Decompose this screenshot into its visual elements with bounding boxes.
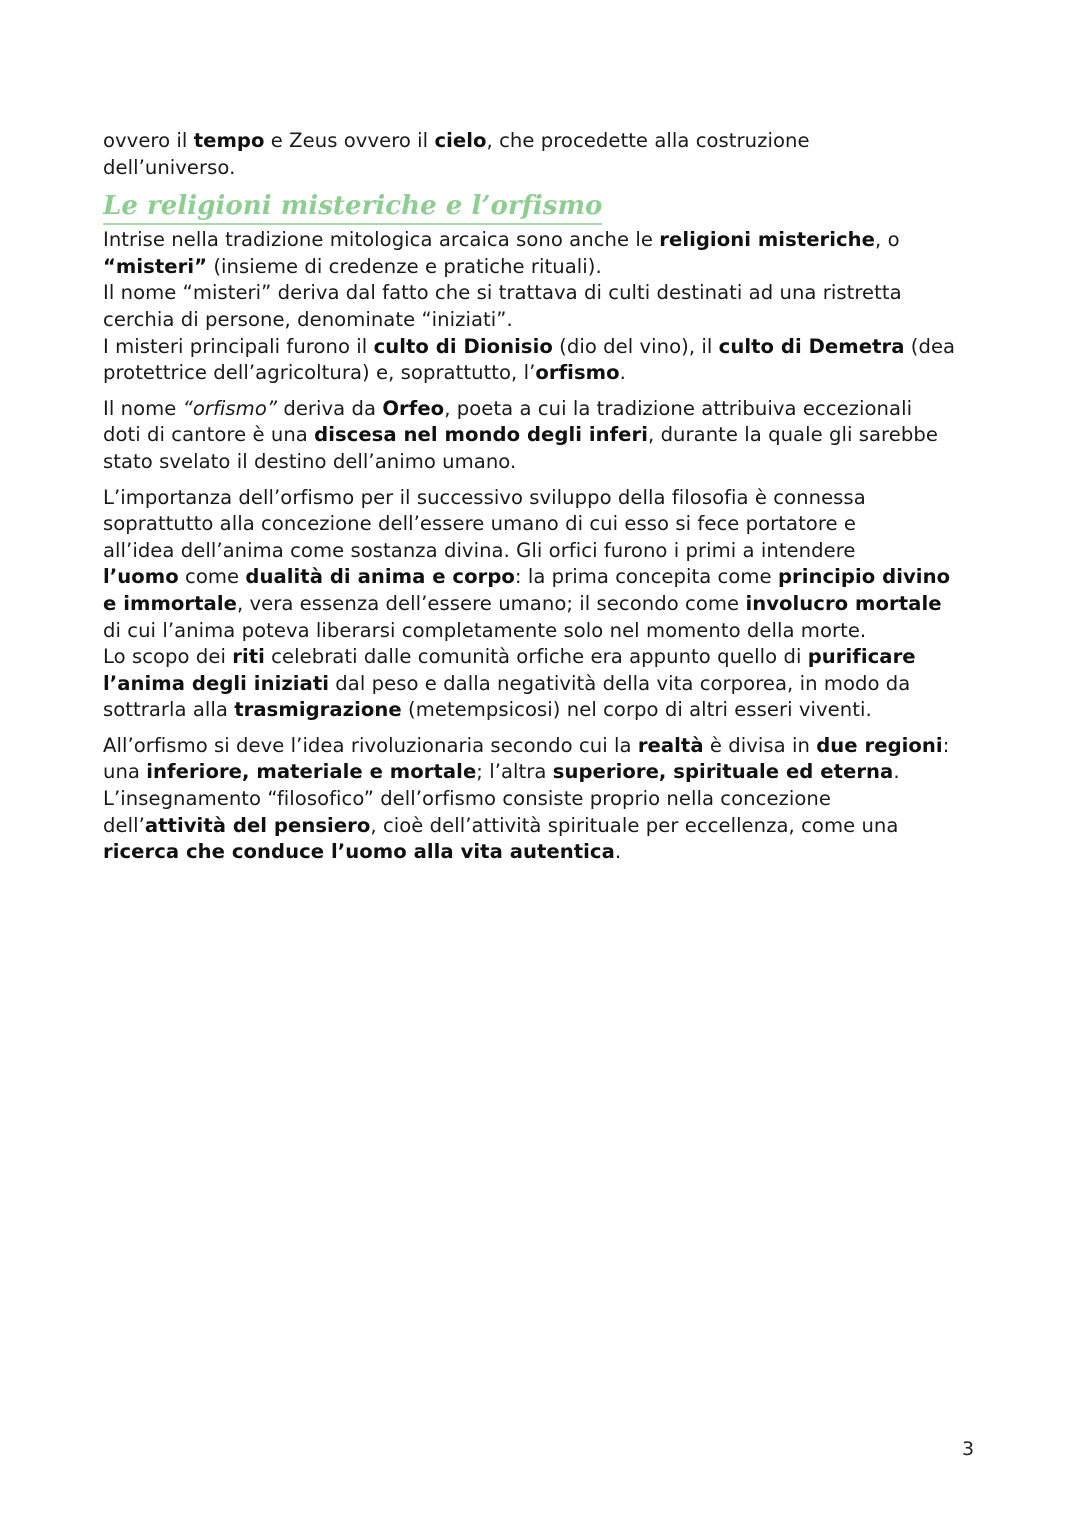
bold-term: principio divino: [777, 565, 951, 589]
bold-term: culto di Dionisio: [373, 334, 553, 358]
bold-term: riti: [232, 645, 265, 669]
bold-term: Orfeo: [382, 396, 445, 420]
bold-term: culto di Demetra: [718, 334, 905, 358]
bold-term: superiore, spirituale ed eterna: [552, 760, 894, 784]
text-span: celebrati dalle comunità orfiche era appunto quello di: [264, 645, 808, 669]
text-span: deriva da: [277, 396, 383, 420]
text-span: , o: [875, 228, 900, 252]
text-span: :: [942, 733, 950, 757]
paragraph-reality: [103, 733, 983, 866]
bold-term: dualità di anima e corpo: [245, 565, 515, 589]
text-span: (dio del vino), il: [552, 334, 719, 358]
text-span: dell’: [103, 813, 145, 837]
bold-term: religioni misteriche: [659, 228, 876, 252]
text-span: (metempsicosi) nel corpo di altri esseri viventi.: [401, 698, 872, 722]
text-span: doti di cantore è una: [103, 423, 315, 447]
text-span: L’insegnamento “filosofico” dell’orfismo consiste proprio nella concezione: [103, 787, 831, 811]
paragraph-intro: [103, 128, 983, 181]
section-heading: Le religioni misteriche e l’orfismo: [103, 189, 602, 225]
paragraph-importance: [103, 485, 983, 724]
bold-term: attività del pensiero: [144, 813, 371, 837]
page-number: 3: [962, 1438, 975, 1460]
text-span: e Zeus ovvero il: [264, 129, 435, 152]
text-span: Il nome: [103, 396, 183, 420]
text-span: Il nome “misteri” deriva dal fatto che si trattava di culti destinati ad una ristretta: [103, 281, 902, 305]
text-span: dal peso e dalla negatività della vita corporea, in modo da: [329, 671, 911, 695]
text-span: è divisa in: [703, 733, 817, 757]
text-span: ovvero il: [103, 129, 194, 152]
bold-term: l’uomo: [103, 565, 179, 589]
text-span: , cioè dell’attività spirituale per eccellenza, come una: [370, 813, 899, 837]
text-span: , poeta a cui la tradizione attribuiva eccezionali: [444, 396, 913, 420]
bold-term: discesa nel mondo degli inferi: [314, 423, 649, 447]
text-span: , durante la quale gli sarebbe: [648, 423, 938, 447]
bold-term: due regioni: [816, 733, 943, 757]
text-span: dell’universo.: [103, 155, 236, 179]
bold-term: l’anima degli iniziati: [103, 671, 330, 695]
text-span: sottrarla alla: [103, 698, 235, 722]
bold-term: purificare: [807, 645, 916, 669]
bold-term: “misteri”: [103, 254, 208, 278]
bold-term: trasmigrazione: [234, 698, 402, 722]
text-span: L’importanza dell’orfismo per il successivo sviluppo della filosofia è connessa: [103, 485, 866, 509]
text-span: Lo scopo dei: [103, 645, 233, 669]
text-span: Intrise nella tradizione mitologica arcaica sono anche le: [103, 228, 660, 252]
text-span: all’idea dell’anima come sostanza divina. Gli orfici furono i primi a intendere: [103, 538, 856, 562]
text-span: stato svelato il destino dell’animo umano.: [103, 449, 517, 473]
page-content: [103, 128, 983, 866]
text-span: (insieme di credenze e pratiche rituali).: [207, 254, 602, 278]
italic-term: “orfismo”: [182, 396, 278, 420]
paragraph-mysteries: [103, 227, 983, 387]
text-span: .: [619, 361, 626, 385]
text-span: cerchia di persone, denominate “iniziati”.: [103, 307, 513, 331]
text-span: : la prima concepita come: [514, 565, 778, 589]
bold-term: involucro mortale: [745, 591, 942, 615]
text-span: come: [178, 565, 246, 589]
text-span: soprattutto alla concezione dell’essere umano di cui esso si fece portatore e: [103, 512, 857, 536]
bold-term: inferiore, materiale e mortale: [146, 760, 477, 784]
text-span: .: [614, 840, 622, 864]
text-span: I misteri principali furono il: [103, 334, 374, 358]
bold-term: e immortale: [103, 591, 237, 615]
text-span: All’orfismo si deve l’idea rivoluzionaria secondo cui la: [103, 733, 638, 757]
bold-term: cielo: [434, 129, 487, 152]
text-span: , che procedette alla costruzione: [486, 129, 810, 152]
bold-term: realtà: [637, 733, 704, 757]
text-span: , vera essenza dell’essere umano; il secondo come: [236, 591, 746, 615]
text-span: ; l’altra: [476, 760, 553, 784]
bold-term: orfismo: [535, 361, 620, 385]
text-span: una: [103, 760, 147, 784]
bold-term: tempo: [193, 129, 265, 152]
text-span: di cui l’anima poteva liberarsi completamente solo nel momento della morte.: [103, 618, 867, 642]
paragraph-orpheus: [103, 396, 983, 476]
text-span: (dea: [904, 334, 956, 358]
text-span: .: [893, 760, 900, 784]
bold-term: ricerca che conduce l’uomo alla vita autentica: [103, 840, 615, 864]
text-span: protettrice dell’agricoltura) e, soprattutto, l’: [103, 361, 536, 385]
